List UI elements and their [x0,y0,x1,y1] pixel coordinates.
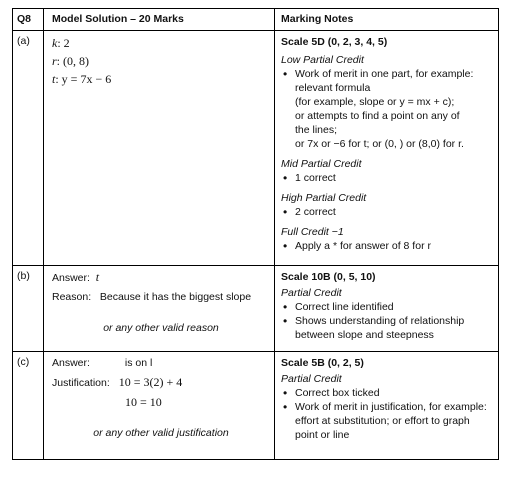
row-a-high-list [281,205,495,219]
justification-line-1: 10 = 3(2) + 4 [118,375,183,389]
row-c-list [281,386,495,442]
answer-label: Answer: [52,272,90,284]
row-a-divider [12,265,499,266]
reason-label: Reason: [52,291,92,303]
row-b-partial-title: Partial Credit [281,287,342,299]
header-divider [12,30,499,31]
solution-t: t: y = 7x − 6 [52,72,112,86]
row-b-bullet: • Correct line identified [281,300,495,314]
table-border-right [498,8,499,460]
low-line: • Work of merit in one part, for example: [295,68,474,80]
table-border-top [12,8,499,9]
row-c-scale: Scale 5B (0, 2, 5) [281,357,364,369]
col-divider-2 [274,8,275,460]
low-line: or attempts to find a point on any of [295,110,460,122]
low-line: the lines; [295,124,338,136]
row-b-list [281,300,495,342]
table-border-bottom [12,459,499,460]
solution-r: r: (0, 8) [52,54,89,68]
solution-k: k: 2 [52,36,70,50]
row-c-notes [281,356,495,442]
marking-scheme-table [12,8,499,460]
row-b-label: (b) [17,270,30,282]
row-c-alt: or any other valid justification [93,427,229,439]
col-divider-1 [43,8,44,460]
row-b-solution [52,270,270,335]
row-c-bullet: • Correct box ticked [281,386,495,400]
row-a-low-list [281,67,495,151]
row-b-bullet: • Shows understanding of relationship between slope and steepness [281,314,495,342]
row-a-mid-list [281,171,495,185]
header-model-solution: Model Solution – 20 Marks [52,13,184,25]
row-a-notes [281,35,495,253]
row-c-partial-title: Partial Credit [281,373,342,385]
low-line: (for example, slope or y = mx + c); [295,96,455,108]
row-a-mid-title: Mid Partial Credit [281,158,362,170]
row-a-scale: Scale 5D (0, 2, 3, 4, 5) [281,36,388,48]
answer-label: Answer: [52,357,90,369]
low-line: relevant formula [295,82,371,94]
reason-value: Because it has the biggest slope [99,291,252,303]
row-a-full-list [281,239,495,253]
row-b-alt: or any other valid reason [103,322,219,334]
row-a-mid-bullet: • 1 correct [281,171,495,185]
row-a-high-title: High Partial Credit [281,192,367,204]
justification-line-2: 10 = 10 [125,395,162,409]
row-b-scale: Scale 10B (0, 5, 10) [281,271,376,283]
row-a-high-bullet: • 2 correct [281,205,495,219]
justification-label: Justification: [52,377,110,389]
row-c-bullet: • Work of merit in justification, for example: effort at substitution; or effort to graph point or line [281,400,495,442]
table-border-left [12,8,13,460]
header-marking-notes: Marking Notes [281,13,354,25]
row-a-full-title: Full Credit −1 [281,226,344,238]
row-a-low-title: Low Partial Credit [281,54,364,66]
row-a-solution [52,34,111,88]
header-q: Q8 [17,13,32,25]
row-b-divider [12,351,499,352]
low-line: or 7x or −6 for t; or (0, ) or (8,0) for r. [295,138,464,150]
row-c-solution [52,356,270,440]
row-a-label: (a) [17,35,30,47]
row-a-low-bullet [281,67,495,151]
answer-value: is on l [124,357,153,369]
row-b-notes [281,270,495,342]
row-c-label: (c) [17,356,30,368]
answer-value: t [95,270,100,284]
row-a-full-bullet: • Apply a * for answer of 8 for r [281,239,495,253]
